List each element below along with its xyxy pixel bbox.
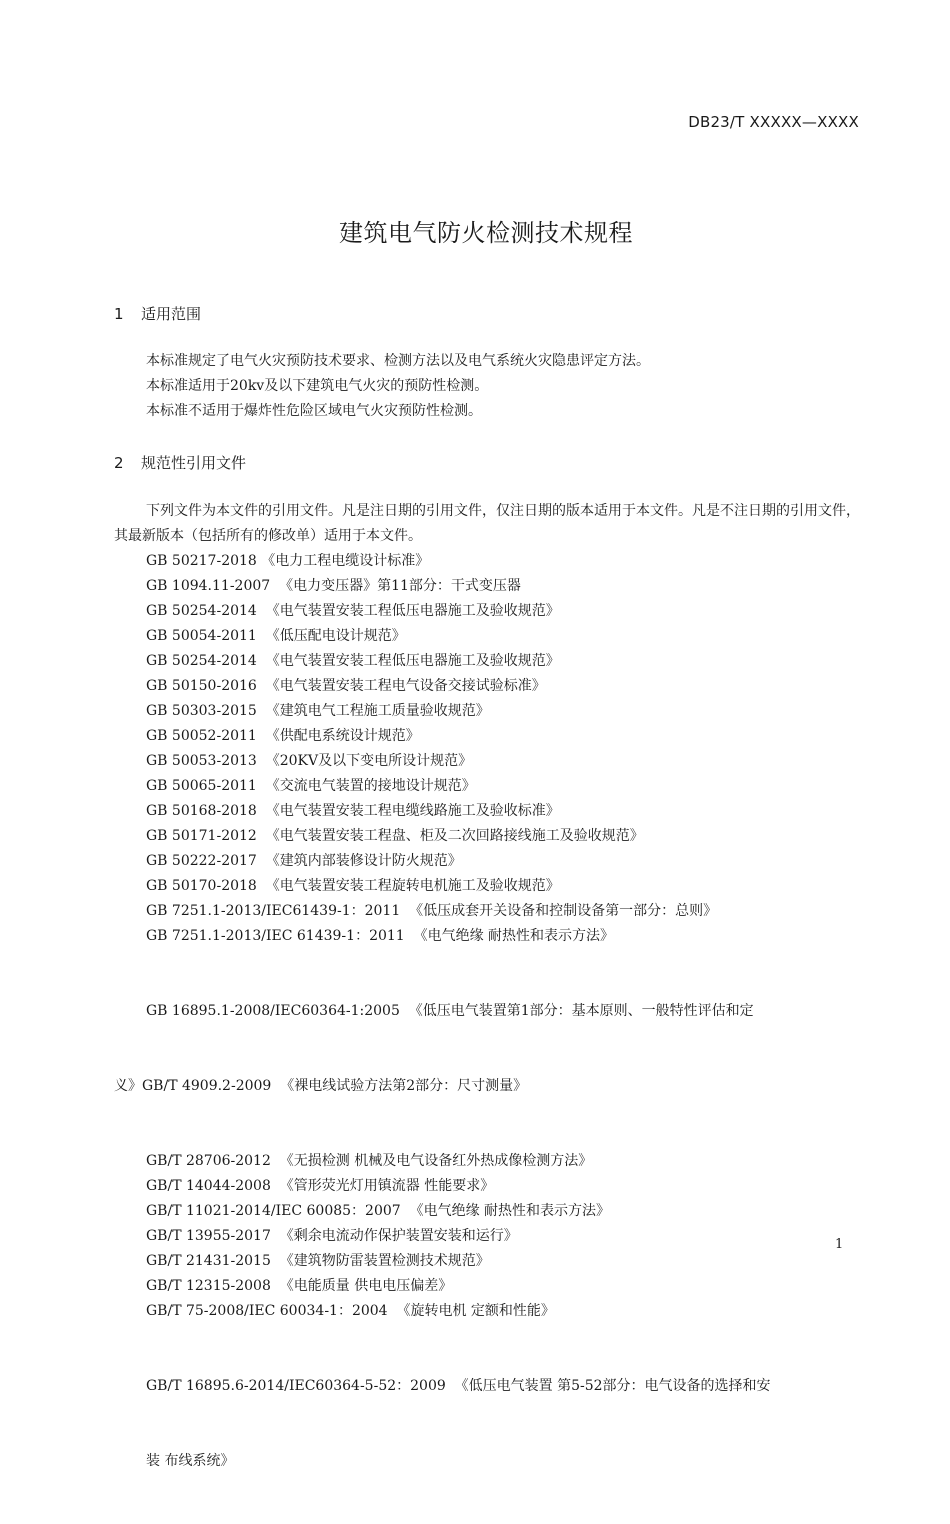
reference-item: GB 50217-2018 《电力工程电缆设计标准》 — [146, 553, 430, 569]
section-1-heading — [114, 303, 201, 324]
paragraph: 本标准不适用于爆炸性危险区域电气火灾预防性检测。 — [146, 403, 482, 419]
section-2-heading — [114, 452, 246, 473]
reference-item: GB/T 14044-2008 《管形荧光灯用镇流器 性能要求》 — [146, 1178, 495, 1194]
reference-item: GB 1094.11-2007 《电力变压器》第11部分：干式变压器 — [146, 578, 521, 594]
reference-line: GB/T 16895.6-2014/IEC60364-5-52：2009 《低压电气装置 第5-52部分：电气设备的选择和安 — [146, 1378, 771, 1394]
reference-item-wrapped — [114, 1324, 860, 1524]
reference-list — [114, 549, 860, 1524]
section-2-body — [114, 499, 860, 1524]
reference-line: 义》GB/T 4909.2-2009 《裸电线试验方法第2部分：尺寸测量》 — [114, 1078, 528, 1094]
reference-item: GB 50254-2014 《电气装置安装工程低压电器施工及验收规范》 — [146, 603, 560, 619]
page-number: 1 — [835, 1237, 844, 1252]
reference-item: GB 50222-2017 《建筑内部装修设计防火规范》 — [146, 853, 462, 869]
reference-item: GB/T 75-2008/IEC 60034-1：2004 《旋转电机 定额和性能》 — [146, 1303, 555, 1319]
reference-item: GB 50065-2011 《交流电气装置的接地设计规范》 — [146, 778, 476, 794]
section-title: 适用范围 — [141, 305, 202, 323]
reference-line: 装 布线系统》 — [146, 1453, 235, 1469]
reference-item: GB 50054-2011 《低压配电设计规范》 — [146, 628, 406, 644]
reference-item: GB 50053-2013 《20KV及以下变电所设计规范》 — [146, 753, 473, 769]
reference-item: GB 50254-2014 《电气装置安装工程低压电器施工及验收规范》 — [146, 653, 560, 669]
reference-item: GB/T 28706-2012 《无损检测 机械及电气设备红外热成像检测方法》 — [146, 1153, 593, 1169]
paragraph: 本标准规定了电气火灾预防技术要求、检测方法以及电气系统火灾隐患评定方法。 — [146, 353, 650, 369]
reference-line: GB 16895.1-2008/IEC60364-1:2005 《低压电气装置第1部分：基本原则、一般特性评估和定 — [146, 1003, 754, 1019]
reference-item: GB/T 13955-2017 《剩余电流动作保护装置安装和运行》 — [146, 1228, 518, 1244]
intro-paragraph: 下列文件为本文件的引用文件。凡是注日期的引用文件，仅注日期的版本适用于本文件。凡是不注日期的引用文件，其最新版本（包括所有的修改单）适用于本文件。 — [114, 503, 860, 544]
document-code: DB23/T XXXXX—XXXX — [688, 113, 859, 131]
reference-item: GB/T 12315-2008 《电能质量 供电电压偏差》 — [146, 1278, 453, 1294]
reference-item: GB 50171-2012 《电气装置安装工程盘、柜及二次回路接线施工及验收规范》 — [146, 828, 644, 844]
reference-item: GB 50170-2018 《电气装置安装工程旋转电机施工及验收规范》 — [146, 878, 560, 894]
reference-item: GB 50150-2016 《电气装置安装工程电气设备交接试验标准》 — [146, 678, 546, 694]
reference-item: GB/T 11021-2014/IEC 60085：2007 《电气绝缘 耐热性和表示方法》 — [146, 1203, 611, 1219]
section-number: 1 — [114, 305, 124, 323]
reference-item: GB 50052-2011 《供配电系统设计规范》 — [146, 728, 420, 744]
reference-item: GB 50168-2018 《电气装置安装工程电缆线路施工及验收标准》 — [146, 803, 560, 819]
reference-item-wrapped — [114, 949, 860, 1149]
section-number: 2 — [114, 454, 124, 472]
section-title: 规范性引用文件 — [141, 454, 247, 472]
paragraph: 本标准适用于20kv及以下建筑电气火灾的预防性检测。 — [146, 378, 489, 394]
reference-item: GB 7251.1-2013/IEC61439-1：2011 《低压成套开关设备和控制设备第一部分：总则》 — [146, 903, 718, 919]
reference-item: GB 50303-2015 《建筑电气工程施工质量验收规范》 — [146, 703, 490, 719]
reference-item: GB 7251.1-2013/IEC 61439-1：2011 《电气绝缘 耐热性和表示方法》 — [146, 928, 615, 944]
page-title: 建筑电气防火检测技术规程 — [339, 219, 633, 247]
section-1-body — [114, 349, 860, 424]
reference-item: GB/T 21431-2015 《建筑物防雷装置检测技术规范》 — [146, 1253, 490, 1269]
